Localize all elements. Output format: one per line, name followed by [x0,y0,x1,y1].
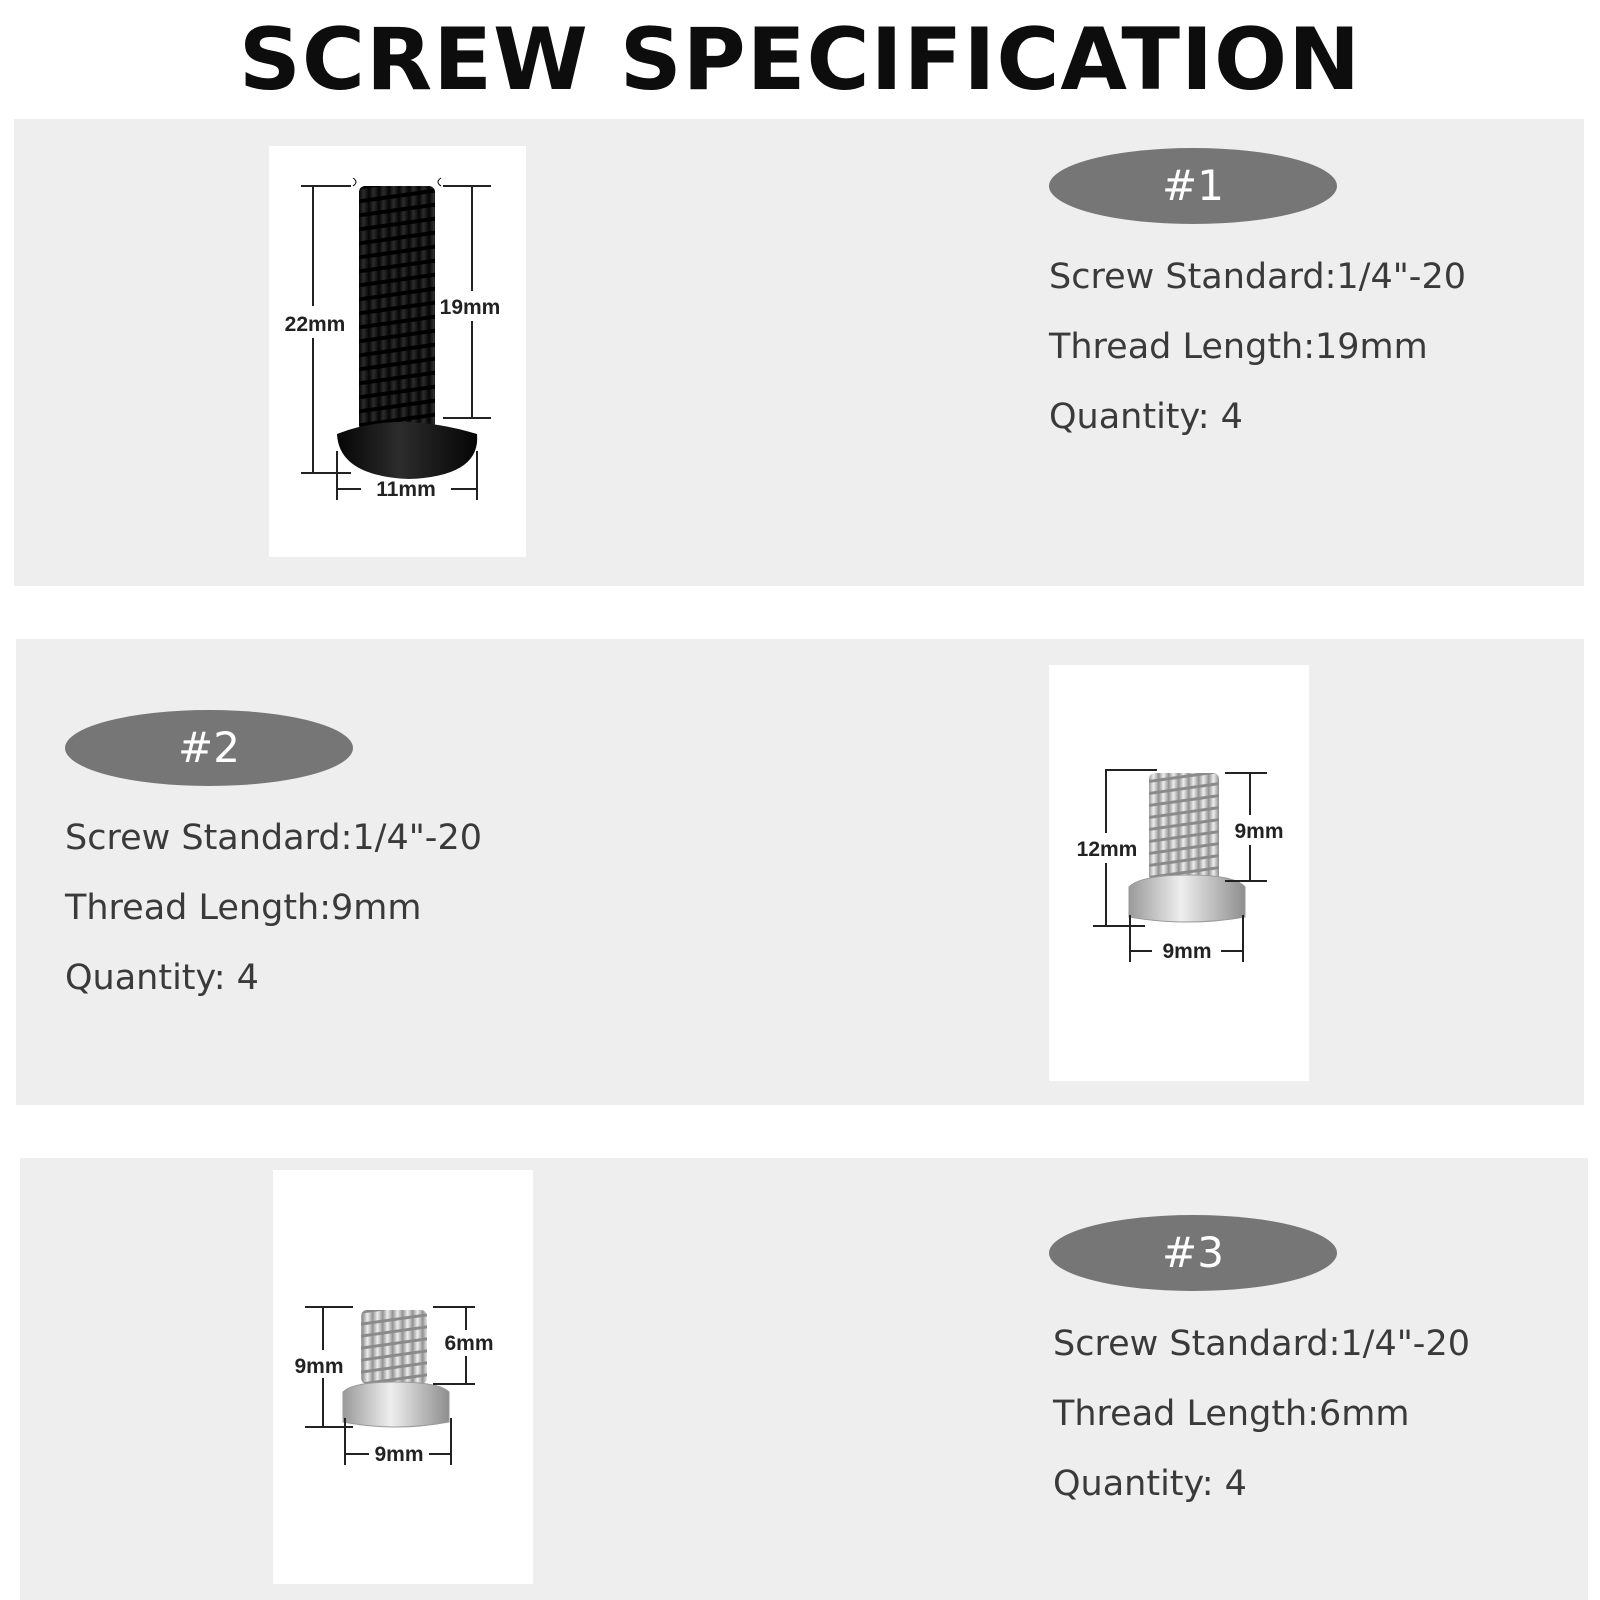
screw-2-standard: Screw Standard:1/4"-20 [65,818,482,858]
screw-2-quantity: Quantity: 4 [65,958,259,998]
screw-3-standard: Screw Standard:1/4"-20 [1053,1324,1470,1364]
screw-3-photo [273,1170,533,1584]
screw-3-badge: #3 [1049,1215,1337,1291]
screw-1-thread-length: Thread Length:19mm [1049,327,1428,367]
screw-3-thread-length-label: 6mm [444,1332,494,1355]
screw-panel-2 [16,639,1584,1105]
screw-1-photo [269,146,526,557]
screw-3-head [343,1382,449,1427]
screw-panel-1 [14,119,1584,586]
screw-panel-3 [20,1158,1588,1600]
screw-2-thread-length-label: 9mm [1234,820,1284,843]
screw-2-head-width-label: 9mm [1162,940,1212,963]
screw-2-head [1129,875,1245,922]
screw-3-thread [361,1310,427,1384]
screw-3-head-width-label: 9mm [374,1443,424,1466]
screw-2-photo [1049,665,1309,1081]
screw-3-specs [1053,1309,1470,1519]
screw-1-head [337,422,477,479]
screw-1-total-length-label: 22mm [284,313,346,336]
screw-1-thread-length-label: 19mm [439,296,501,319]
screw-3-total-length-label: 9mm [294,1355,344,1378]
screw-2-total-length-label: 12mm [1076,838,1138,861]
screw-2-thread [1149,773,1219,881]
screw-2-badge: #2 [65,710,353,786]
screw-1-head-width-label: 11mm [376,478,436,501]
screw-1-badge: #1 [1049,148,1337,224]
screw-2-specs [65,803,482,1013]
screw-2-thread-length: Thread Length:9mm [65,888,422,928]
screw-1-standard: Screw Standard:1/4"-20 [1049,257,1466,297]
screw-1-specs [1049,242,1466,452]
screw-1-quantity: Quantity: 4 [1049,397,1243,437]
page-title: SCREW SPECIFICATION [238,10,1362,110]
screw-3-thread-length: Thread Length:6mm [1053,1394,1410,1434]
screw-3-quantity: Quantity: 4 [1053,1464,1247,1504]
screw-1-thread [359,186,435,431]
